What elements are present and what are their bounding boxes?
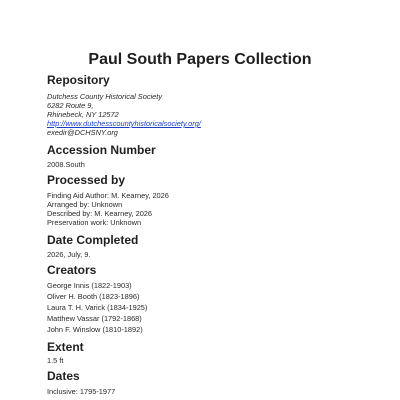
date-completed-heading: Date Completed [47, 233, 139, 247]
processed-line: Finding Aid Author: M. Kearney, 2026 [47, 191, 169, 200]
repository-website-link[interactable]: http://www.dutchesscountyhistoricalsociety.org/ [47, 119, 201, 128]
creator-item: John F. Winslow (1810-1892) [47, 325, 143, 334]
repository-heading: Repository [47, 73, 110, 87]
accession-value: 2008.South [47, 160, 85, 169]
page-title: Paul South Papers Collection [88, 51, 312, 68]
repository-street: 6282 Route 9, [47, 101, 94, 110]
processed-line: Described by: M. Kearney, 2026 [47, 209, 153, 218]
repository-name: Dutchess County Historical Society [47, 92, 163, 101]
creator-item: Laura T. H. Varick (1834-1925) [47, 303, 148, 312]
creators-heading: Creators [47, 263, 97, 277]
accession-heading: Accession Number [47, 143, 156, 157]
processed-line: Preservation work: Unknown [47, 218, 142, 227]
repository-city: Rhinebeck, NY 12572 [47, 110, 119, 119]
date-completed-value: 2026, July, 9. [47, 250, 91, 259]
processed-heading: Processed by [47, 173, 126, 187]
processed-line: Arranged by: Unknown [47, 200, 123, 209]
extent-value: 1.5 ft [47, 356, 64, 365]
creator-item: George Innis (1822-1903) [47, 281, 132, 290]
creator-item: Matthew Vassar (1792-1868) [47, 314, 142, 323]
creator-item: Oliver H. Booth (1823-1896) [47, 292, 140, 301]
dates-value: Inclusive: 1795-1977 [47, 387, 116, 396]
repository-email: exedir@DCHSNY.org [47, 128, 118, 137]
dates-heading: Dates [47, 369, 80, 383]
extent-heading: Extent [47, 340, 84, 354]
